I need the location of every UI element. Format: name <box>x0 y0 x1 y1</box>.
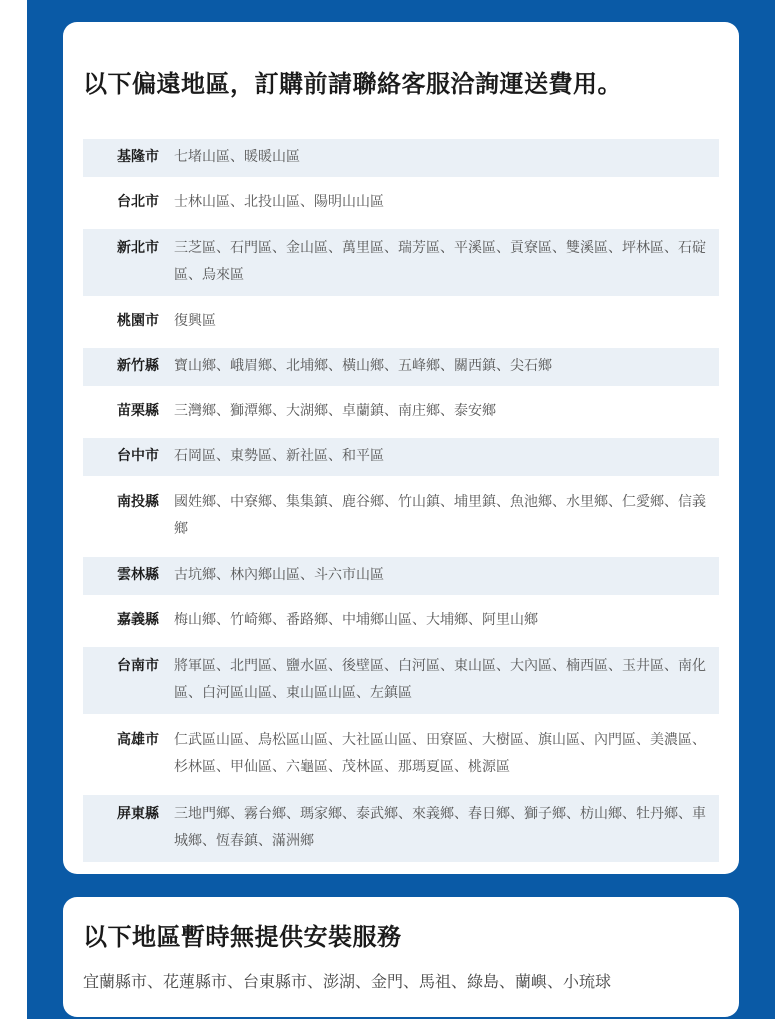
table-row <box>83 721 719 788</box>
no-install-title: 以下地區暫時無提供安裝服務 <box>83 923 402 951</box>
area-list: 梅山鄉、竹崎鄉、番路鄉、中埔鄉山區、大埔鄉、阿里山鄉 <box>174 612 538 628</box>
area-list: 仁武區山區、鳥松區山區、大社區山區、田寮區、大樹區、旗山區、內門區、美濃區、杉林區、甲仙區、六龜區、茂林區、那瑪夏區、桃源區 <box>174 732 706 775</box>
no-install-area-list: 宜蘭縣市、花蓮縣市、台東縣市、澎湖、金門、馬祖、綠島、蘭嶼、小琉球 <box>83 972 612 991</box>
table-row <box>83 795 719 862</box>
table-row <box>83 557 719 595</box>
city-name: 新北市 <box>117 240 159 256</box>
table-row <box>83 393 719 431</box>
area-list: 三芝區、石門區、金山區、萬里區、瑞芳區、平溪區、貢寮區、雙溪區、坪林區、石碇區、烏來區 <box>174 240 706 283</box>
no-install-card <box>63 897 739 1017</box>
area-list: 寶山鄉、峨眉鄉、北埔鄉、橫山鄉、五峰鄉、關西鎮、尖石鄉 <box>174 358 552 374</box>
table-row <box>83 139 719 177</box>
area-list: 國姓鄉、中寮鄉、集集鎮、鹿谷鄉、竹山鎮、埔里鎮、魚池鄉、水里鄉、仁愛鄉、信義鄉 <box>174 494 706 537</box>
table-row <box>83 483 719 550</box>
remote-areas-table <box>83 139 719 862</box>
city-name: 台北市 <box>117 194 159 210</box>
city-name: 屏東縣 <box>117 806 159 822</box>
area-list: 三灣鄉、獅潭鄉、大湖鄉、卓蘭鎮、南庄鄉、泰安鄉 <box>174 403 496 419</box>
area-list: 石岡區、東勢區、新社區、和平區 <box>174 448 384 464</box>
city-name: 嘉義縣 <box>117 612 159 628</box>
city-name: 桃園市 <box>117 313 159 329</box>
area-list: 古坑鄉、林內鄉山區、斗六市山區 <box>174 567 384 583</box>
city-name: 台中市 <box>117 448 159 464</box>
area-list: 士林山區、北投山區、陽明山山區 <box>174 194 384 210</box>
remote-areas-card <box>63 22 739 874</box>
table-row <box>83 229 719 296</box>
city-name: 高雄市 <box>117 732 159 748</box>
table-row <box>83 303 719 341</box>
city-name: 苗栗縣 <box>117 403 159 419</box>
area-list: 復興區 <box>174 313 216 329</box>
table-row <box>83 184 719 222</box>
table-row <box>83 602 719 640</box>
area-list: 將軍區、北門區、鹽水區、後壁區、白河區、東山區、大內區、楠西區、玉井區、南化區、白河區山區、東山區山區、左鎮區 <box>174 658 706 701</box>
city-name: 雲林縣 <box>117 567 159 583</box>
city-name: 新竹縣 <box>117 358 159 374</box>
city-name: 台南市 <box>117 658 159 674</box>
table-row <box>83 438 719 476</box>
area-list: 七堵山區、暖暖山區 <box>174 149 300 165</box>
city-name: 基隆市 <box>117 149 159 165</box>
city-name: 南投縣 <box>117 494 159 510</box>
remote-areas-title: 以下偏遠地區，訂購前請聯絡客服洽詢運送費用。 <box>83 70 622 98</box>
table-row <box>83 348 719 386</box>
area-list: 三地門鄉、霧台鄉、瑪家鄉、泰武鄉、來義鄉、春日鄉、獅子鄉、枋山鄉、牡丹鄉、車城鄉、恆春鎮、滿洲鄉 <box>174 806 706 849</box>
blue-frame <box>27 0 775 1019</box>
table-row <box>83 647 719 714</box>
